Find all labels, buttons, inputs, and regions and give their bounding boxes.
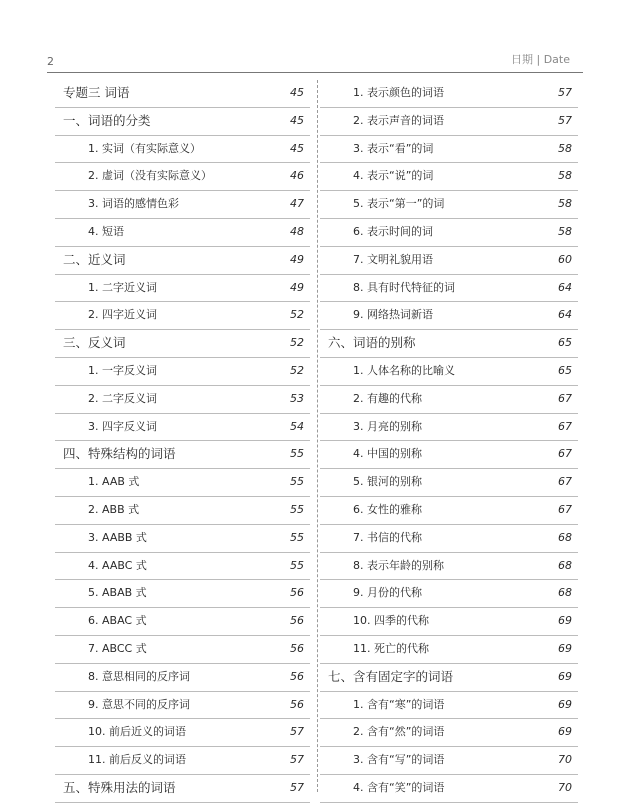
toc-entry[interactable] — [55, 664, 310, 692]
toc-entry-title: 8. 具有时代特征的词 — [353, 280, 455, 294]
toc-entry[interactable] — [55, 469, 310, 497]
toc-entry-title: 2. 虚词（没有实际意义） — [88, 169, 212, 183]
toc-entry-title: 10. 前后近义的词语 — [88, 725, 186, 739]
toc-entry[interactable] — [55, 275, 310, 303]
toc-entry-page: 69 — [558, 669, 572, 683]
toc-entry-title: 4. AABC 式 — [88, 558, 147, 572]
toc-left-column — [55, 80, 310, 803]
toc-entry-page: 67 — [558, 502, 572, 516]
toc-entry-page: 69 — [558, 614, 572, 628]
toc-entry[interactable] — [320, 441, 578, 469]
toc-entry-page: 56 — [290, 614, 304, 628]
toc-entry-title: 9. 网络热词新语 — [353, 308, 433, 322]
toc-entry-title: 10. 四季的代称 — [353, 614, 429, 628]
toc-entry-page: 58 — [558, 141, 572, 155]
toc-entry-page: 55 — [290, 502, 304, 516]
toc-entry-page: 52 — [290, 336, 304, 350]
toc-entry[interactable] — [55, 358, 310, 386]
toc-entry-page: 48 — [290, 224, 304, 238]
toc-entry-page: 69 — [558, 725, 572, 739]
toc-entry-title: 2. ABB 式 — [88, 502, 140, 516]
toc-entry-page: 70 — [558, 780, 572, 794]
toc-entry[interactable] — [320, 136, 578, 164]
toc-entry-page: 56 — [290, 669, 304, 683]
toc-entry-title: 8. 意思相同的反序词 — [88, 669, 190, 683]
toc-entry[interactable] — [320, 414, 578, 442]
toc-entry-page: 55 — [290, 475, 304, 489]
toc-entry-title: 2. 表示声音的词语 — [353, 113, 444, 127]
toc-entry[interactable] — [55, 108, 310, 136]
toc-entry[interactable] — [55, 414, 310, 442]
toc-entry-title: 3. 表示“看”的词 — [353, 141, 434, 155]
toc-entry-page: 58 — [558, 197, 572, 211]
toc-entry[interactable] — [320, 692, 578, 720]
toc-entry-title: 二、近义词 — [63, 251, 126, 267]
toc-entry[interactable] — [320, 386, 578, 414]
toc-entry[interactable] — [55, 497, 310, 525]
toc-entry-title: 2. 四字近义词 — [88, 308, 157, 322]
toc-entry-title: 六、词语的别称 — [328, 335, 416, 351]
toc-entry[interactable] — [320, 163, 578, 191]
toc-entry-title: 3. 词语的感情色彩 — [88, 197, 179, 211]
toc-entry[interactable] — [55, 302, 310, 330]
toc-entry-page: 60 — [558, 252, 572, 266]
toc-entry[interactable] — [320, 302, 578, 330]
toc-right-column — [320, 80, 578, 803]
toc-entry-page: 58 — [558, 224, 572, 238]
toc-entry-title: 2. 二字反义词 — [88, 391, 157, 405]
toc-entry-title: 4. 表示“说”的词 — [353, 169, 434, 183]
toc-entry[interactable] — [320, 580, 578, 608]
toc-entry[interactable] — [55, 191, 310, 219]
toc-entry-page: 45 — [290, 86, 304, 99]
toc-entry-title: 1. 一字反义词 — [88, 363, 157, 377]
toc-entry-title: 4. 中国的别称 — [353, 447, 422, 461]
toc-entry-page: 64 — [558, 280, 572, 294]
toc-entry[interactable] — [320, 330, 578, 358]
toc-entry[interactable] — [320, 636, 578, 664]
toc-entry-title: 2. 含有“然”的词语 — [353, 725, 445, 739]
toc-entry-title: 9. 意思不同的反序词 — [88, 697, 190, 711]
toc-entry-title: 1. 人体名称的比喻义 — [353, 363, 455, 377]
toc-entry-page: 70 — [558, 753, 572, 767]
toc-entry[interactable] — [320, 747, 578, 775]
toc-entry-title: 6. 表示时间的词 — [353, 224, 433, 238]
toc-entry-page: 54 — [290, 419, 304, 433]
toc-entry-title: 11. 死亡的代称 — [353, 641, 429, 655]
toc-entry-page: 53 — [290, 391, 304, 405]
toc-entry-title: 五、特殊用法的词语 — [63, 779, 176, 795]
toc-entry-page: 57 — [290, 725, 304, 739]
toc-entry[interactable] — [320, 775, 578, 803]
toc-entry[interactable] — [55, 163, 310, 191]
toc-entry[interactable] — [55, 719, 310, 747]
toc-entry-page: 58 — [558, 169, 572, 183]
toc-entry-page: 55 — [290, 558, 304, 572]
toc-entry-page: 64 — [558, 308, 572, 322]
toc-entry-title: 3. AABB 式 — [88, 530, 147, 544]
toc-entry-page: 57 — [290, 780, 304, 794]
toc-entry-title: 5. 表示“第一”的词 — [353, 197, 445, 211]
toc-entry[interactable] — [55, 525, 310, 553]
toc-entry-title: 七、含有固定字的词语 — [328, 668, 454, 684]
header-rule — [47, 72, 583, 73]
toc-entry-page: 68 — [558, 586, 572, 600]
toc-entry-page: 68 — [558, 558, 572, 572]
toc-entry-title: 11. 前后反义的词语 — [88, 753, 186, 767]
toc-entry-title: 四、特殊结构的词语 — [63, 446, 176, 462]
toc-entry-title: 4. 含有“笑”的词语 — [353, 780, 445, 794]
toc-entry[interactable] — [320, 108, 578, 136]
toc-entry-page: 56 — [290, 641, 304, 655]
toc-entry-title: 5. 银河的别称 — [353, 475, 422, 489]
toc-entry[interactable] — [55, 553, 310, 581]
page-number: 2 — [47, 55, 54, 68]
toc-entry-page: 67 — [558, 447, 572, 461]
toc-entry[interactable] — [55, 219, 310, 247]
toc-entry-title: 9. 月份的代称 — [353, 586, 422, 600]
toc-entry-title: 三、反义词 — [63, 335, 126, 351]
toc-entry-title: 5. ABAB 式 — [88, 586, 147, 600]
toc-entry[interactable] — [320, 191, 578, 219]
toc-entry[interactable] — [320, 664, 578, 692]
toc-entry-title: 7. 书信的代称 — [353, 530, 422, 544]
toc-entry[interactable] — [320, 719, 578, 747]
toc-entry-title: 专题三 词语 — [63, 85, 130, 100]
toc-entry[interactable] — [320, 525, 578, 553]
toc-entry[interactable] — [320, 469, 578, 497]
toc-entry-title: 3. 含有“写”的词语 — [353, 753, 445, 767]
toc-entry-page: 56 — [290, 697, 304, 711]
toc-entry-title: 4. 短语 — [88, 224, 124, 238]
toc-entry[interactable] — [55, 136, 310, 164]
toc-entry[interactable] — [55, 441, 310, 469]
toc-entry-page: 47 — [290, 197, 304, 211]
toc-entry[interactable] — [55, 636, 310, 664]
toc-entry-page: 45 — [290, 113, 304, 127]
toc-entry[interactable] — [320, 497, 578, 525]
toc-entry-title: 3. 月亮的别称 — [353, 419, 422, 433]
column-separator — [317, 80, 318, 792]
toc-entry-page: 67 — [558, 475, 572, 489]
toc-entry[interactable] — [55, 775, 310, 803]
toc-entry[interactable] — [320, 80, 578, 108]
toc-entry[interactable] — [320, 553, 578, 581]
toc-entry-page: 56 — [290, 586, 304, 600]
toc-entry-title: 1. 含有“寒”的词语 — [353, 697, 445, 711]
toc-entry-title: 一、词语的分类 — [63, 112, 151, 128]
toc-entry-page: 55 — [290, 530, 304, 544]
toc-entry[interactable] — [320, 358, 578, 386]
toc-entry-page: 57 — [558, 113, 572, 127]
toc-entry-page: 45 — [290, 141, 304, 155]
toc-entry[interactable] — [320, 608, 578, 636]
toc-entry[interactable] — [55, 247, 310, 275]
toc-entry-page: 69 — [558, 641, 572, 655]
toc-entry-title: 1. AAB 式 — [88, 475, 140, 489]
toc-entry[interactable] — [55, 580, 310, 608]
toc-entry-page: 49 — [290, 280, 304, 294]
toc-entry-title: 1. 实词（有实际意义） — [88, 141, 201, 155]
toc-entry-page: 46 — [290, 169, 304, 183]
toc-entry-title: 8. 表示年龄的别称 — [353, 558, 444, 572]
toc-entry-page: 68 — [558, 530, 572, 544]
toc-entry-page: 49 — [290, 252, 304, 266]
toc-entry-page: 57 — [290, 753, 304, 767]
toc-entry[interactable] — [55, 330, 310, 358]
toc-entry-page: 65 — [558, 363, 572, 377]
toc-entry[interactable] — [55, 80, 310, 108]
toc-entry[interactable] — [55, 608, 310, 636]
toc-entry-title: 1. 表示颜色的词语 — [353, 86, 444, 99]
toc-entry-page: 55 — [290, 447, 304, 461]
toc-entry[interactable] — [55, 747, 310, 775]
toc-entry[interactable] — [320, 275, 578, 303]
toc-entry-page: 65 — [558, 336, 572, 350]
toc-entry[interactable] — [55, 692, 310, 720]
toc-entry-page: 57 — [558, 86, 572, 99]
toc-entry-title: 7. ABCC 式 — [88, 641, 147, 655]
toc-entry[interactable] — [320, 247, 578, 275]
toc-entry[interactable] — [55, 386, 310, 414]
toc-entry-page: 69 — [558, 697, 572, 711]
toc-entry-title: 3. 四字反义词 — [88, 419, 157, 433]
toc-entry[interactable] — [320, 219, 578, 247]
toc-entry-page: 52 — [290, 363, 304, 377]
toc-entry-title: 7. 文明礼貌用语 — [353, 252, 433, 266]
toc-entry-title: 1. 二字近义词 — [88, 280, 157, 294]
toc-entry-title: 6. 女性的雅称 — [353, 502, 422, 516]
toc-entry-page: 52 — [290, 308, 304, 322]
toc-entry-page: 67 — [558, 419, 572, 433]
toc-entry-page: 67 — [558, 391, 572, 405]
toc-entry-title: 6. ABAC 式 — [88, 614, 147, 628]
date-label: 日期 | Date — [511, 53, 570, 66]
toc-entry-title: 2. 有趣的代称 — [353, 391, 422, 405]
